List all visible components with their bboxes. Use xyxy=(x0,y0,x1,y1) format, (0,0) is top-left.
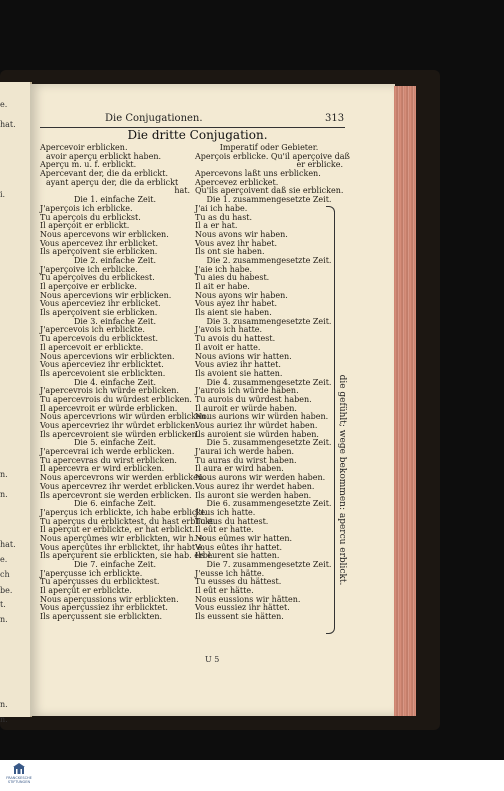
text-line: Tu eusses du hättest. xyxy=(195,577,282,587)
text-line: Qu'ils aperçoivent daß sie erblicken. xyxy=(195,186,344,196)
text-line: Tu aurois du würdest haben. xyxy=(195,394,312,404)
left-page-fragment: be. xyxy=(0,586,13,595)
text-line: Tu apercevois du erblicktest. xyxy=(40,334,158,344)
text-line: Vous aperceviez ihr erblicket. xyxy=(40,299,161,309)
left-page-fragment: hat. xyxy=(0,540,16,549)
text-line: Vous apercevrez ihr werdet erblicken. xyxy=(40,481,195,491)
margin-note xyxy=(336,374,348,586)
text-line: Il apercevroit er würde erblicken. xyxy=(40,403,178,413)
text-line: Nous aperçûmes wir erblickten, wir h. e. xyxy=(40,533,207,543)
text-line: Nous aurons wir werden haben. xyxy=(195,473,326,483)
text-line: Ils aperçussent sie erblickten. xyxy=(40,612,163,622)
text-line: J'avois ich hatte. xyxy=(195,325,263,335)
text-line: Die 2. einfache Zeit. xyxy=(73,255,157,265)
text-line: Vous aurez ihr werdet haben. xyxy=(195,481,315,491)
text-line: Die 4. zusammengesetzte Zeit. xyxy=(206,377,332,387)
margin-note-text: die gefühlt; wege bekommen: apercu erblickt. xyxy=(337,374,347,586)
text-line: Apercevons laßt uns erblicken. xyxy=(195,169,321,179)
viewer-footer xyxy=(0,760,504,791)
text-line: Tu aperçus du erblicktest, du hast erblickt. xyxy=(40,516,216,526)
left-page-fragment: ch xyxy=(0,570,10,579)
text-line: Nous eûmes wir hatten. xyxy=(195,533,293,543)
text-line: Die 1. einfache Zeit. xyxy=(73,195,157,205)
text-line: Die 1. zusammengesetzte Zeit. xyxy=(206,195,332,205)
text-line: Il ait er habe. xyxy=(195,282,250,291)
text-line: Die 6. zusammengesetzte Zeit. xyxy=(206,499,332,509)
text-line: Apercevez erblicket. xyxy=(195,177,279,187)
text-line: J'aperçusse ich erblickte. xyxy=(40,568,143,578)
text-line: J'eus ich hatte. xyxy=(195,507,256,517)
page-number: 313 xyxy=(325,113,345,124)
text-line: Vous apercevriez ihr würdet erblicken. xyxy=(40,421,198,430)
text-line: Tu apercevras du wirst erblicken. xyxy=(40,455,177,465)
text-line: Tu eus du hattest. xyxy=(195,516,269,526)
left-page-edge xyxy=(0,82,32,724)
page-edges xyxy=(394,86,416,716)
text-line: Ils apercevront sie werden erblicken. xyxy=(40,490,192,500)
text-line: Vous ayez ihr habet. xyxy=(195,299,278,309)
text-line: Die 6. einfache Zeit. xyxy=(73,499,157,509)
left-page-fragment: t. xyxy=(0,600,6,609)
text-line: Il apercevoit er erblickte. xyxy=(40,342,144,352)
text-line: Ils ont sie haben. xyxy=(195,247,265,257)
text-line: Vous aperceviez ihr erblicktet. xyxy=(40,360,164,370)
text-line: J'eusse ich hätte. xyxy=(195,568,265,578)
institution-logo-icon xyxy=(13,763,25,775)
text-line: J'ai ich habe. xyxy=(195,203,248,213)
text-line: Il avoit er hatte. xyxy=(195,342,261,352)
text-line: Nous apercevrions wir würden erblicken. xyxy=(40,412,209,422)
text-line: Il aperçut er erblickte, er hat erblickt. xyxy=(40,525,196,535)
text-line: Tu aperçoives du erblickest. xyxy=(40,273,155,283)
left-page-fragment: n. xyxy=(0,715,8,724)
text-line: hat. xyxy=(174,186,190,196)
text-line: J'apercevrai ich werde erblicken. xyxy=(40,447,175,457)
text-line: Vous apercevez ihr erblicket. xyxy=(40,238,159,248)
text-line: Ils apercevoient sie erblickten. xyxy=(40,368,166,378)
text-line: Il aperçoive er erblicke. xyxy=(40,282,137,291)
text-line: Vous avez ihr habet. xyxy=(195,238,278,248)
left-page-fragment: e. xyxy=(0,555,8,564)
left-page-fragment: i. xyxy=(0,190,6,199)
text-line: J'aperçus ich erblickte, ich habe erblickt. xyxy=(40,507,207,517)
left-page-fragment: n. xyxy=(0,615,8,624)
text-line: Tu apercevrois du würdest erblicken. xyxy=(40,394,192,404)
text-line: Die 3. einfache Zeit. xyxy=(73,316,157,326)
text-line: Ils aient sie haben. xyxy=(195,308,272,318)
text-line: Vous aperçussiez ihr erblicktet. xyxy=(40,603,168,613)
text-line: Vous aperçûtes ihr erblicktet, ihr habt e. xyxy=(40,542,205,552)
right-text-column xyxy=(195,143,350,622)
text-line: J'aperçoive ich erblicke. xyxy=(40,264,138,274)
text-line: Die 5. einfache Zeit. xyxy=(73,438,157,448)
text-line: Tu avois du hattest. xyxy=(195,334,276,344)
left-page-fragment: e. xyxy=(0,100,8,109)
text-line: Die 7. einfache Zeit. xyxy=(73,560,157,569)
text-line: Apercevant der, die da erblickt. xyxy=(40,169,169,179)
text-line: Il apercevra er wird erblicken. xyxy=(40,464,165,474)
left-page-fragment: hat. xyxy=(0,120,16,129)
signature-mark: U 5 xyxy=(205,655,220,664)
text-line: Nous aurions wir würden haben. xyxy=(195,412,329,422)
text-line: J'apercevrois ich würde erblicken. xyxy=(40,386,179,396)
section-title: Die dritte Conjugation. xyxy=(127,128,268,142)
running-head: Die Conjugationen. xyxy=(105,113,203,124)
text-line: Il aperçût er erblickte. xyxy=(40,586,132,596)
text-line: Die 7. zusammengesetzte Zeit. xyxy=(206,560,332,569)
text-line: Imperatif oder Gebieter. xyxy=(219,143,319,152)
text-line: Die 4. einfache Zeit. xyxy=(73,377,157,387)
text-line: Die 2. zusammengesetzte Zeit. xyxy=(206,255,332,265)
text-line: Tu aies du habest. xyxy=(195,273,270,283)
text-line: Vous auriez ihr würdet haben. xyxy=(195,421,318,430)
text-line: Ils auroient sie würden haben. xyxy=(195,429,319,439)
text-line: J'apercevois ich erblickte. xyxy=(40,325,145,335)
text-line: J'aurois ich würde haben. xyxy=(195,386,299,396)
text-line: Tu aperçusses du erblicktest. xyxy=(40,577,160,587)
text-line: Nous aperçussions wir erblickten. xyxy=(40,594,179,604)
text-line: Apercevoir erblicken. xyxy=(40,143,128,152)
text-line: Ils aperçoivent sie erblicken. xyxy=(40,247,158,257)
text-line: Aperçu m. u. f. erblickt. xyxy=(40,160,137,170)
text-line: Ils apercevroient sie würden erblicken. xyxy=(40,429,200,439)
text-line: Il eût er hätte. xyxy=(195,586,254,596)
text-line: Il a er hat. xyxy=(195,221,238,231)
left-page-fragment: n. xyxy=(0,470,8,479)
text-line: Nous apercevions wir erblickten. xyxy=(40,351,175,361)
text-line: Ils avoient sie hatten. xyxy=(195,368,283,378)
text-line: Aperçois erblicke. Qu'il aperçoive daß xyxy=(195,151,350,161)
text-line: Ils aperçurent sie erblickten, sie hab. erbl. xyxy=(40,551,214,561)
text-line: Il auroit er würde haben. xyxy=(195,403,297,413)
left-page-fragment: n. xyxy=(0,490,8,499)
text-line: Il aura er wird haben. xyxy=(195,464,284,474)
text-line: Vous eussiez ihr hättet. xyxy=(195,603,290,613)
text-line: Nous eussions wir hätten. xyxy=(195,594,301,604)
text-line: J'aurai ich werde haben. xyxy=(195,447,295,457)
text-line: ayant aperçu der, die da erblickt xyxy=(46,177,179,187)
left-page-fragment: n. xyxy=(0,700,8,709)
text-line: Nous ayons wir haben. xyxy=(195,290,288,300)
left-text-column xyxy=(40,143,216,622)
institution-logo[interactable] xyxy=(4,763,34,789)
text-line: Nous avons wir haben. xyxy=(195,229,288,239)
text-line: er erblicke. xyxy=(296,160,343,170)
text-line: Nous apercevions wir erblicken. xyxy=(40,290,172,300)
text-line: Ils aperçoivent sie erblicken. xyxy=(40,308,158,318)
text-line: Die 3. zusammengesetzte Zeit. xyxy=(206,316,332,326)
text-line: Vous eûtes ihr hattet. xyxy=(195,542,283,552)
text-line: Tu aperçois du erblickst. xyxy=(40,212,141,222)
text-line: Vous aviez ihr hattet. xyxy=(195,360,281,370)
text-line: Nous apercevrons wir werden erblicken. xyxy=(40,473,206,483)
text-line: Tu auras du wirst haben. xyxy=(195,455,297,465)
logo-text: FRANCKESCHE STIFTUNGEN xyxy=(6,776,32,784)
text-line: Die 5. zusammengesetzte Zeit. xyxy=(206,438,332,448)
text-line: J'aperçois ich erblicke. xyxy=(40,203,133,213)
text-line: Ils eussent sie hätten. xyxy=(195,612,284,622)
text-line: Nous apercevons wir erblicken. xyxy=(40,229,169,239)
text-line: Ils eurent sie hatten. xyxy=(195,551,280,561)
margin-brace xyxy=(326,206,335,634)
text-line: Il aperçoit er erblickt. xyxy=(40,221,130,231)
text-line: J'aie ich habe. xyxy=(195,264,253,274)
text-line: avoir aperçu erblickt haben. xyxy=(46,151,162,161)
text-line: Ils auront sie werden haben. xyxy=(195,490,312,500)
text-line: Nous avions wir hatten. xyxy=(195,351,292,361)
text-line: Tu as du hast. xyxy=(195,212,253,222)
text-line: Il eût er hatte. xyxy=(195,525,254,535)
